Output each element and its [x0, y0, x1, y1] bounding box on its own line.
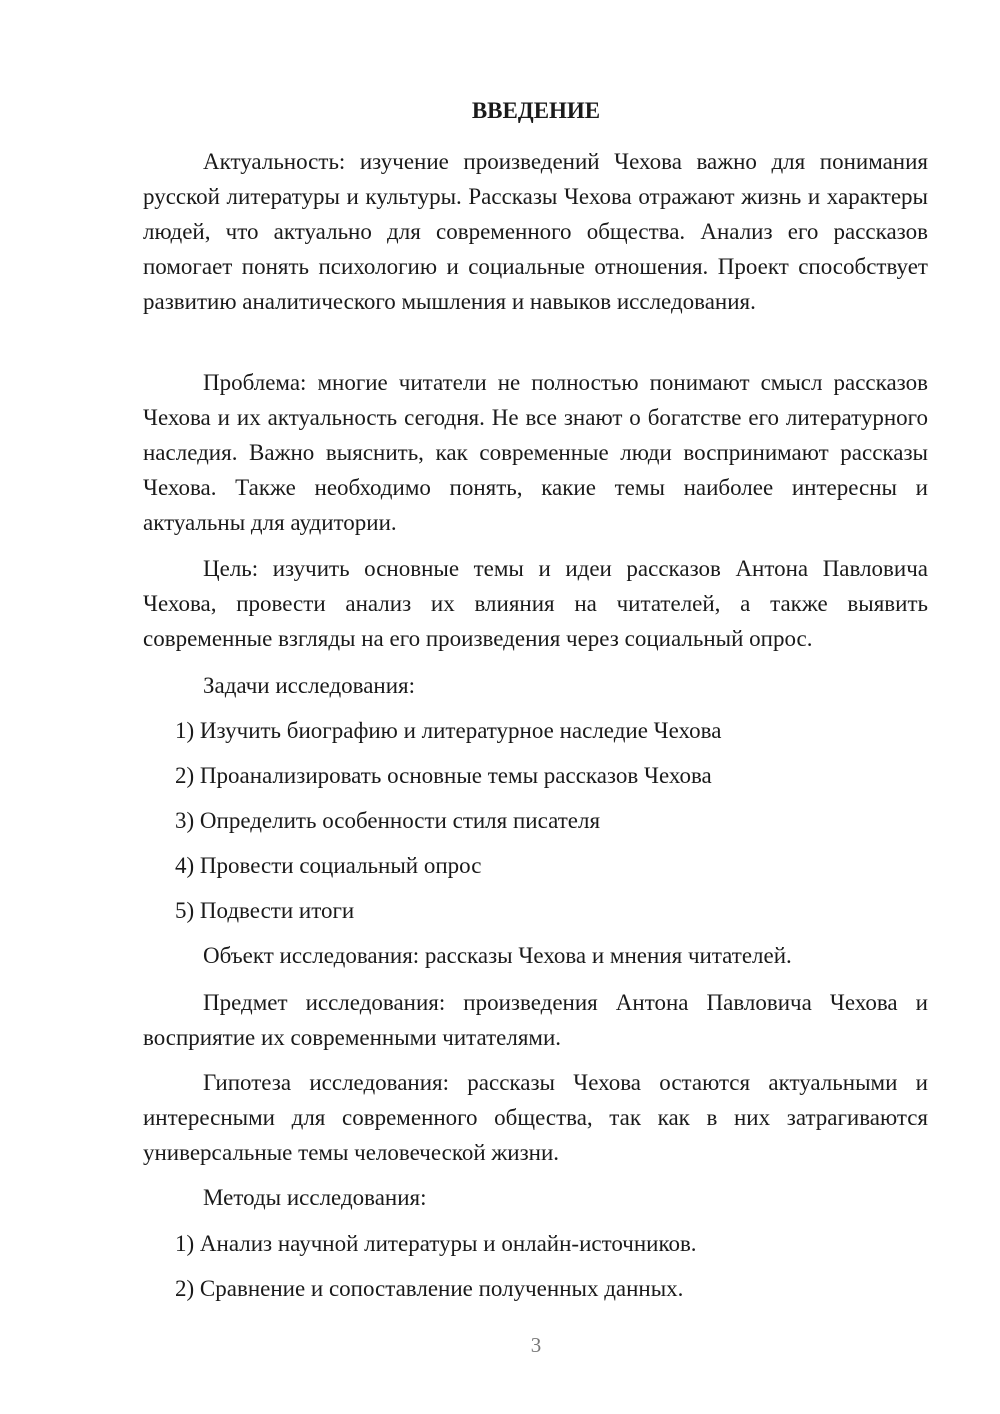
task-item: 1) Изучить биографию и литературное наследие Чехова [175, 718, 722, 743]
task-item: 3) Определить особенности стиля писателя [175, 808, 601, 833]
tasks-heading: Задачи исследования: [203, 673, 416, 698]
page-number: 3 [530, 1333, 542, 1357]
object-line: Объект исследования: рассказы Чехова и мнения читателей. [203, 943, 792, 968]
section-heading: ВВЕДЕНИЕ [471, 98, 601, 123]
relevance-paragraph: Актуальность: изучение произведений Чехова важно для понимания русской литературы и культуры. Рассказы Чехова отражают жизнь и характеры людей, что актуально для современного общества. Анализ его рассказов помогает понять психологию и социальные отношения. Проект способствует развитию аналитического мышления и навыков исследования. [143, 149, 928, 314]
task-item: 5) Подвести итоги [175, 898, 355, 923]
hypothesis-paragraph: Гипотеза исследования: рассказы Чехова остаются актуальными и интересными для современного общества, так как в них затрагиваются универсальные темы человеческой жизни. [143, 1070, 928, 1165]
method-item: 2) Сравнение и сопоставление полученных данных. [175, 1276, 684, 1301]
method-item: 1) Анализ научной литературы и онлайн-источников. [175, 1231, 697, 1256]
methods-heading: Методы исследования: [203, 1185, 427, 1210]
problem-paragraph: Проблема: многие читатели не полностью понимают смысл рассказов Чехова и их актуальность сегодня. Не все знают о богатстве его литературного наследия. Важно выяснить, как современные люди воспринимают рассказы Чехова. Также необходимо понять, какие темы наиболее интересны и актуальны для аудитории. [143, 370, 928, 535]
subject-paragraph: Предмет исследования: произведения Антона Павловича Чехова и восприятие их современными читателями. [143, 990, 928, 1050]
task-item: 2) Проанализировать основные темы рассказов Чехова [175, 763, 712, 788]
task-item: 4) Провести социальный опрос [175, 853, 482, 878]
goal-paragraph: Цель: изучить основные темы и идеи рассказов Антона Павловича Чехова, провести анализ их влияния на читателей, а также выявить современные взгляды на его произведения через социальный опрос. [143, 556, 928, 651]
